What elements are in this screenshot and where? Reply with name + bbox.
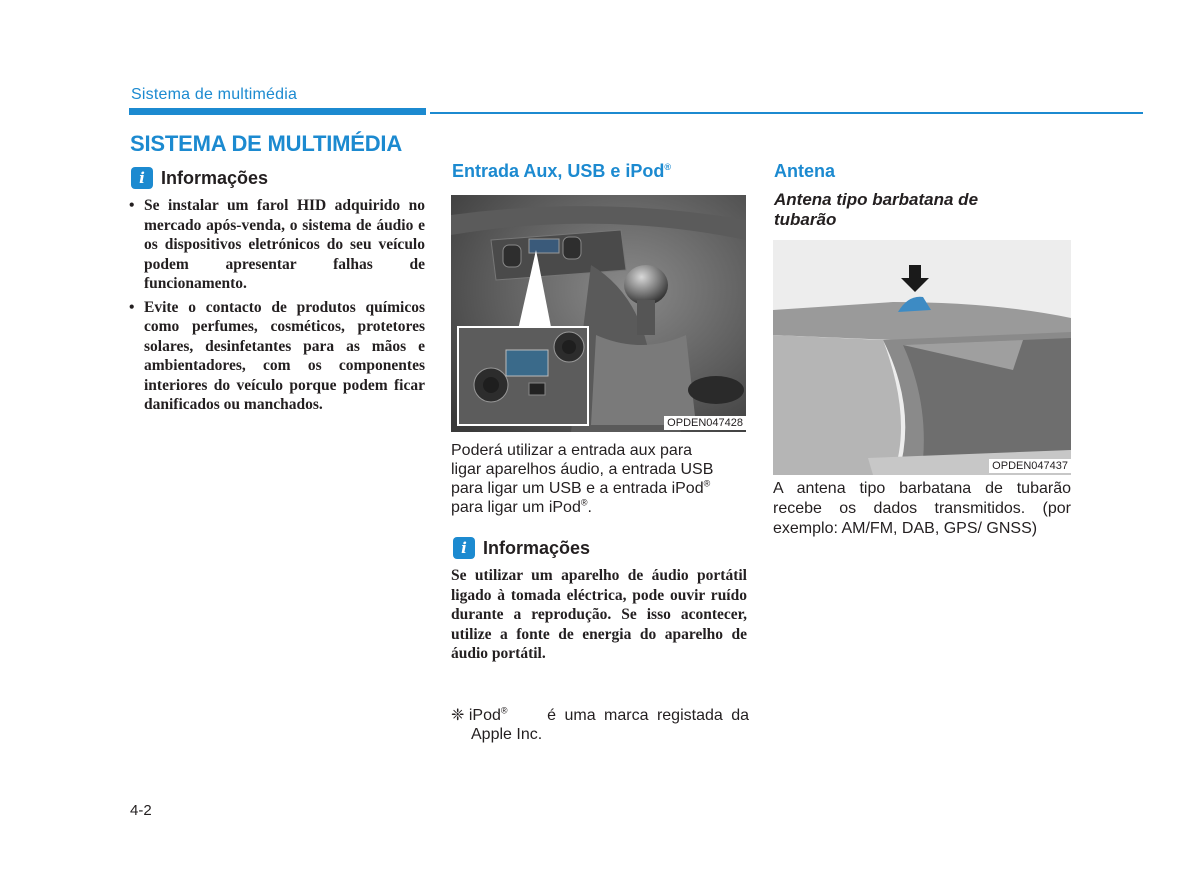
info-icon: i: [453, 537, 475, 559]
info-heading: [453, 537, 590, 559]
info-icon: i: [131, 167, 153, 189]
antenna-heading: Antena: [774, 161, 836, 181]
trademark-note: ❈ iPod® é uma marca registada da Apple Inc.: [451, 705, 749, 743]
info-text: Se utilizar um aparelho de áudio portátil ligado à tomada eléctrica, pode ouvir ruído durante a reprodução. Se isso acontecer, utilize a fonte de energia do aparelho de áudio portátil.: [451, 567, 747, 662]
info-title: Informações: [483, 537, 591, 558]
figure-caption: OPDEN047428: [664, 416, 746, 430]
figure-caption: OPDEN047437: [989, 459, 1071, 473]
info-bullet-list: [129, 196, 425, 419]
antenna-figure: [773, 240, 1071, 475]
page-title: SISTEMA DE MULTIMÉDIA: [130, 131, 403, 156]
header-rule-thick: [129, 108, 426, 115]
car-rear-illustration: [773, 240, 1071, 475]
info-heading: [131, 167, 268, 189]
console-figure: [451, 195, 746, 432]
header-rule-thin: [430, 112, 1143, 114]
antenna-subheading: Antena tipo barbatana de tubarão: [774, 190, 979, 229]
info-bullet: • Se instalar um farol HID adquirido no mercado após-venda, o sistema de áudio e os dispositivos eletrónicos do seu veículo podem apresentar falhas de funcionamento.: [129, 196, 425, 294]
antenna-paragraph: A antena tipo barbatana de tubarão recebe os dados transmitidos. (por exemplo: AM/FM, DAB, GPS/ GNSS): [773, 480, 1071, 537]
console-illustration: [451, 195, 746, 432]
page-number: 4-2: [130, 802, 152, 819]
aux-usb-heading: Entrada Aux, USB e iPod®: [452, 161, 672, 181]
aux-usb-paragraph: Poderá utilizar a entrada aux para ligar aparelhos áudio, a entrada USB para ligar um USB e a entrada iPod® para ligar um iPod®.: [451, 442, 714, 516]
info-title: Informações: [161, 167, 269, 188]
section-label: Sistema de multimédia: [131, 86, 298, 103]
info-bullet: • Evite o contacto de produtos químicos como perfumes, cosméticos, protetores solares, desinfetantes para as mãos e ambientadores, com os componentes interiores do veículo porque podem ficar danificados ou manchados.: [129, 298, 425, 415]
